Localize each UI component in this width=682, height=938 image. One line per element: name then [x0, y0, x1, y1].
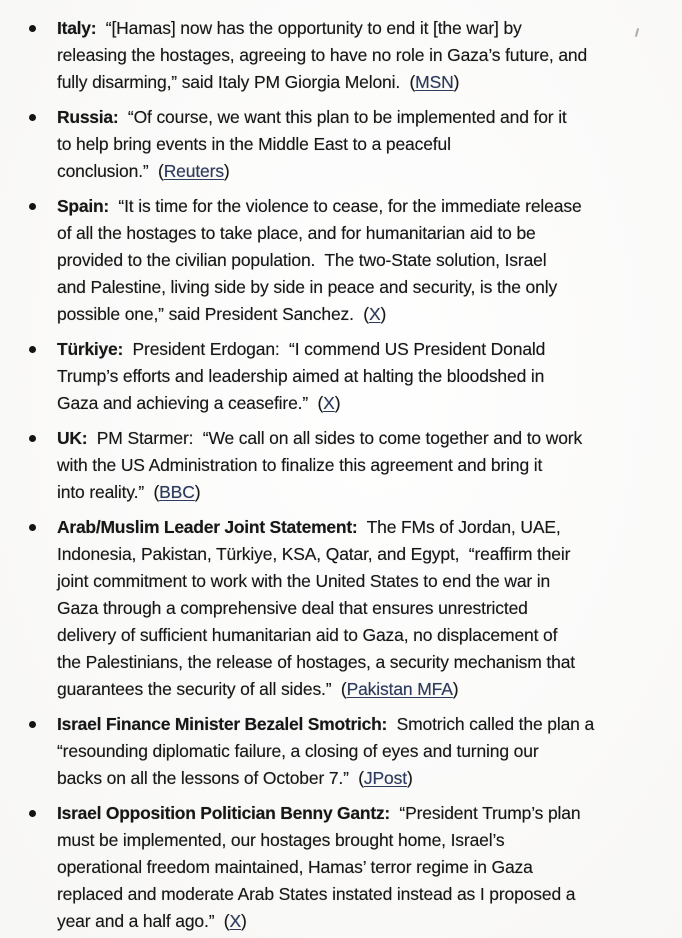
- text-line: [57, 595, 682, 622]
- text-line: [57, 541, 682, 568]
- bullet-item-italy: [28, 15, 682, 96]
- body-text: ): [241, 911, 247, 931]
- body-text: possible one,” said President Sanchez. (: [57, 304, 369, 324]
- bullet-item-arab-muslim-joint-statement: [28, 514, 682, 703]
- bullet-marker-icon: [29, 435, 36, 442]
- bullet-item-turkiye: [28, 336, 682, 417]
- text-line: [57, 676, 682, 703]
- bullet-label: Israel Finance Minister Bezalel Smotrich:: [57, 714, 388, 734]
- text-line: [57, 765, 682, 792]
- bullet-marker-icon: [29, 114, 36, 121]
- text-line: [57, 711, 682, 738]
- body-text: “It is time for the violence to cease, for the immediate release: [108, 196, 582, 216]
- body-text: provided to the civilian population. The two-State solution, Israel: [57, 250, 547, 270]
- body-text: releasing the hostages, agreeing to have no role in Gaza’s future, and: [57, 45, 588, 65]
- bullet-label: UK:: [57, 428, 88, 448]
- text-line: [57, 274, 682, 301]
- body-text: Trump’s efforts and leadership aimed at halting the bloodshed in: [57, 366, 545, 386]
- body-text: The FMs of Jordan, UAE,: [357, 517, 561, 537]
- body-text: Indonesia, Pakistan, Türkiye, KSA, Qatar, and Egypt, “reaffirm their: [57, 544, 571, 564]
- body-text: Gaza and achieving a ceasefire.” (: [57, 393, 324, 413]
- body-text: the Palestinians, the release of hostages, a security mechanism that: [57, 652, 576, 672]
- bullet-marker-icon: [29, 721, 36, 728]
- text-line: [57, 800, 682, 827]
- body-text: ): [453, 72, 460, 92]
- body-text: ): [334, 393, 341, 413]
- source-link-x-turkiye[interactable]: X: [323, 393, 335, 413]
- bullet-marker-icon: [29, 203, 36, 210]
- body-text: ): [380, 304, 387, 324]
- bullet-item-uk: [28, 425, 682, 506]
- text-line: [57, 363, 682, 390]
- bullet-label: Israel Opposition Politician Benny Gantz:: [57, 803, 390, 823]
- body-text: operational freedom maintained, Hamas’ terror regime in Gaza: [57, 857, 533, 877]
- text-line: [57, 104, 682, 131]
- bullet-marker-icon: [29, 810, 36, 817]
- body-text: “Of course, we want this plan to be implemented and for it: [118, 107, 567, 127]
- source-link-x-spain[interactable]: X: [368, 304, 381, 324]
- text-line: [57, 158, 682, 185]
- text-line: [57, 479, 682, 506]
- body-text: fully disarming,” said Italy PM Giorgia Meloni. (: [57, 72, 416, 92]
- text-line: [57, 69, 682, 96]
- body-text: “resounding diplomatic failure, a closing of eyes and turning our: [57, 741, 539, 761]
- text-line: [57, 881, 682, 908]
- body-text: delivery of sufficient humanitarian aid to Gaza, no displacement of: [57, 625, 558, 645]
- bullet-label: Türkiye:: [57, 339, 124, 359]
- body-text: with the US Administration to finalize this agreement and bring it: [57, 455, 543, 475]
- text-line: [57, 854, 682, 881]
- text-line: [57, 131, 682, 158]
- bullet-label: Russia:: [57, 107, 119, 127]
- bullet-item-gantz: [28, 800, 682, 935]
- bullet-label: Arab/Muslim Leader Joint Statement:: [57, 517, 358, 537]
- source-link-pakistan-mfa[interactable]: Pakistan MFA: [346, 679, 453, 699]
- source-link-jpost[interactable]: JPost: [363, 768, 407, 788]
- body-text: PM Starmer: “We call on all sides to come together and to work: [87, 428, 583, 448]
- body-text: conclusion.” (: [57, 161, 164, 181]
- body-text: and Palestine, living side by side in peace and security, is the only: [57, 277, 558, 297]
- bullet-marker-icon: [29, 346, 36, 353]
- body-text: Smotrich called the plan a: [387, 714, 595, 734]
- source-link-x-gantz[interactable]: X: [229, 911, 242, 931]
- bullet-marker-icon: [29, 25, 36, 32]
- bullet-label: Spain:: [57, 196, 109, 216]
- body-text: replaced and moderate Arab States instated instead as I proposed a: [57, 884, 576, 904]
- source-link-msn[interactable]: MSN: [415, 72, 454, 92]
- text-line: [57, 390, 682, 417]
- body-text: into reality.” (: [57, 482, 160, 502]
- text-line: [57, 42, 682, 69]
- source-link-bbc[interactable]: BBC: [159, 482, 195, 502]
- bullet-item-russia: [28, 104, 682, 185]
- text-line: [57, 514, 682, 541]
- body-text: ): [452, 679, 459, 699]
- text-line: [57, 452, 682, 479]
- bullet-label: Italy:: [57, 18, 97, 38]
- body-text: ): [194, 482, 201, 502]
- bullet-item-smotrich: [28, 711, 682, 792]
- text-line: [57, 827, 682, 854]
- body-text: “President Trump’s plan: [390, 803, 581, 823]
- text-line: [57, 622, 682, 649]
- body-text: backs on all the lessons of October 7.” (: [57, 768, 364, 788]
- text-line: [57, 247, 682, 274]
- text-line: [57, 738, 682, 765]
- source-link-reuters[interactable]: Reuters: [163, 161, 224, 181]
- body-text: of all the hostages to take place, and for humanitarian aid to be: [57, 223, 536, 243]
- body-text: “[Hamas] now has the opportunity to end it [the war] by: [96, 18, 522, 38]
- statement-list: [28, 15, 682, 935]
- body-text: joint commitment to work with the United States to end the war in: [57, 571, 551, 591]
- text-line: [57, 193, 682, 220]
- bullet-item-spain: [28, 193, 682, 328]
- body-text: President Erdogan: “I commend US President Donald: [123, 339, 546, 359]
- bullet-marker-icon: [29, 524, 36, 531]
- body-text: Gaza through a comprehensive deal that ensures unrestricted: [57, 598, 528, 618]
- text-line: [57, 908, 682, 935]
- text-line: [57, 568, 682, 595]
- body-text: ): [223, 161, 230, 181]
- body-text: guarantees the security of all sides.” (: [57, 679, 347, 699]
- text-line: [57, 301, 682, 328]
- text-line: [57, 425, 682, 452]
- body-text: must be implemented, our hostages brought home, Israel’s: [57, 830, 505, 850]
- body-text: to help bring events in the Middle East to a peaceful: [57, 134, 451, 154]
- text-line: [57, 336, 682, 363]
- text-line: [57, 220, 682, 247]
- body-text: ): [406, 768, 413, 788]
- text-line: [57, 649, 682, 676]
- body-text: year and a half ago.” (: [57, 911, 230, 931]
- text-line: [57, 15, 682, 42]
